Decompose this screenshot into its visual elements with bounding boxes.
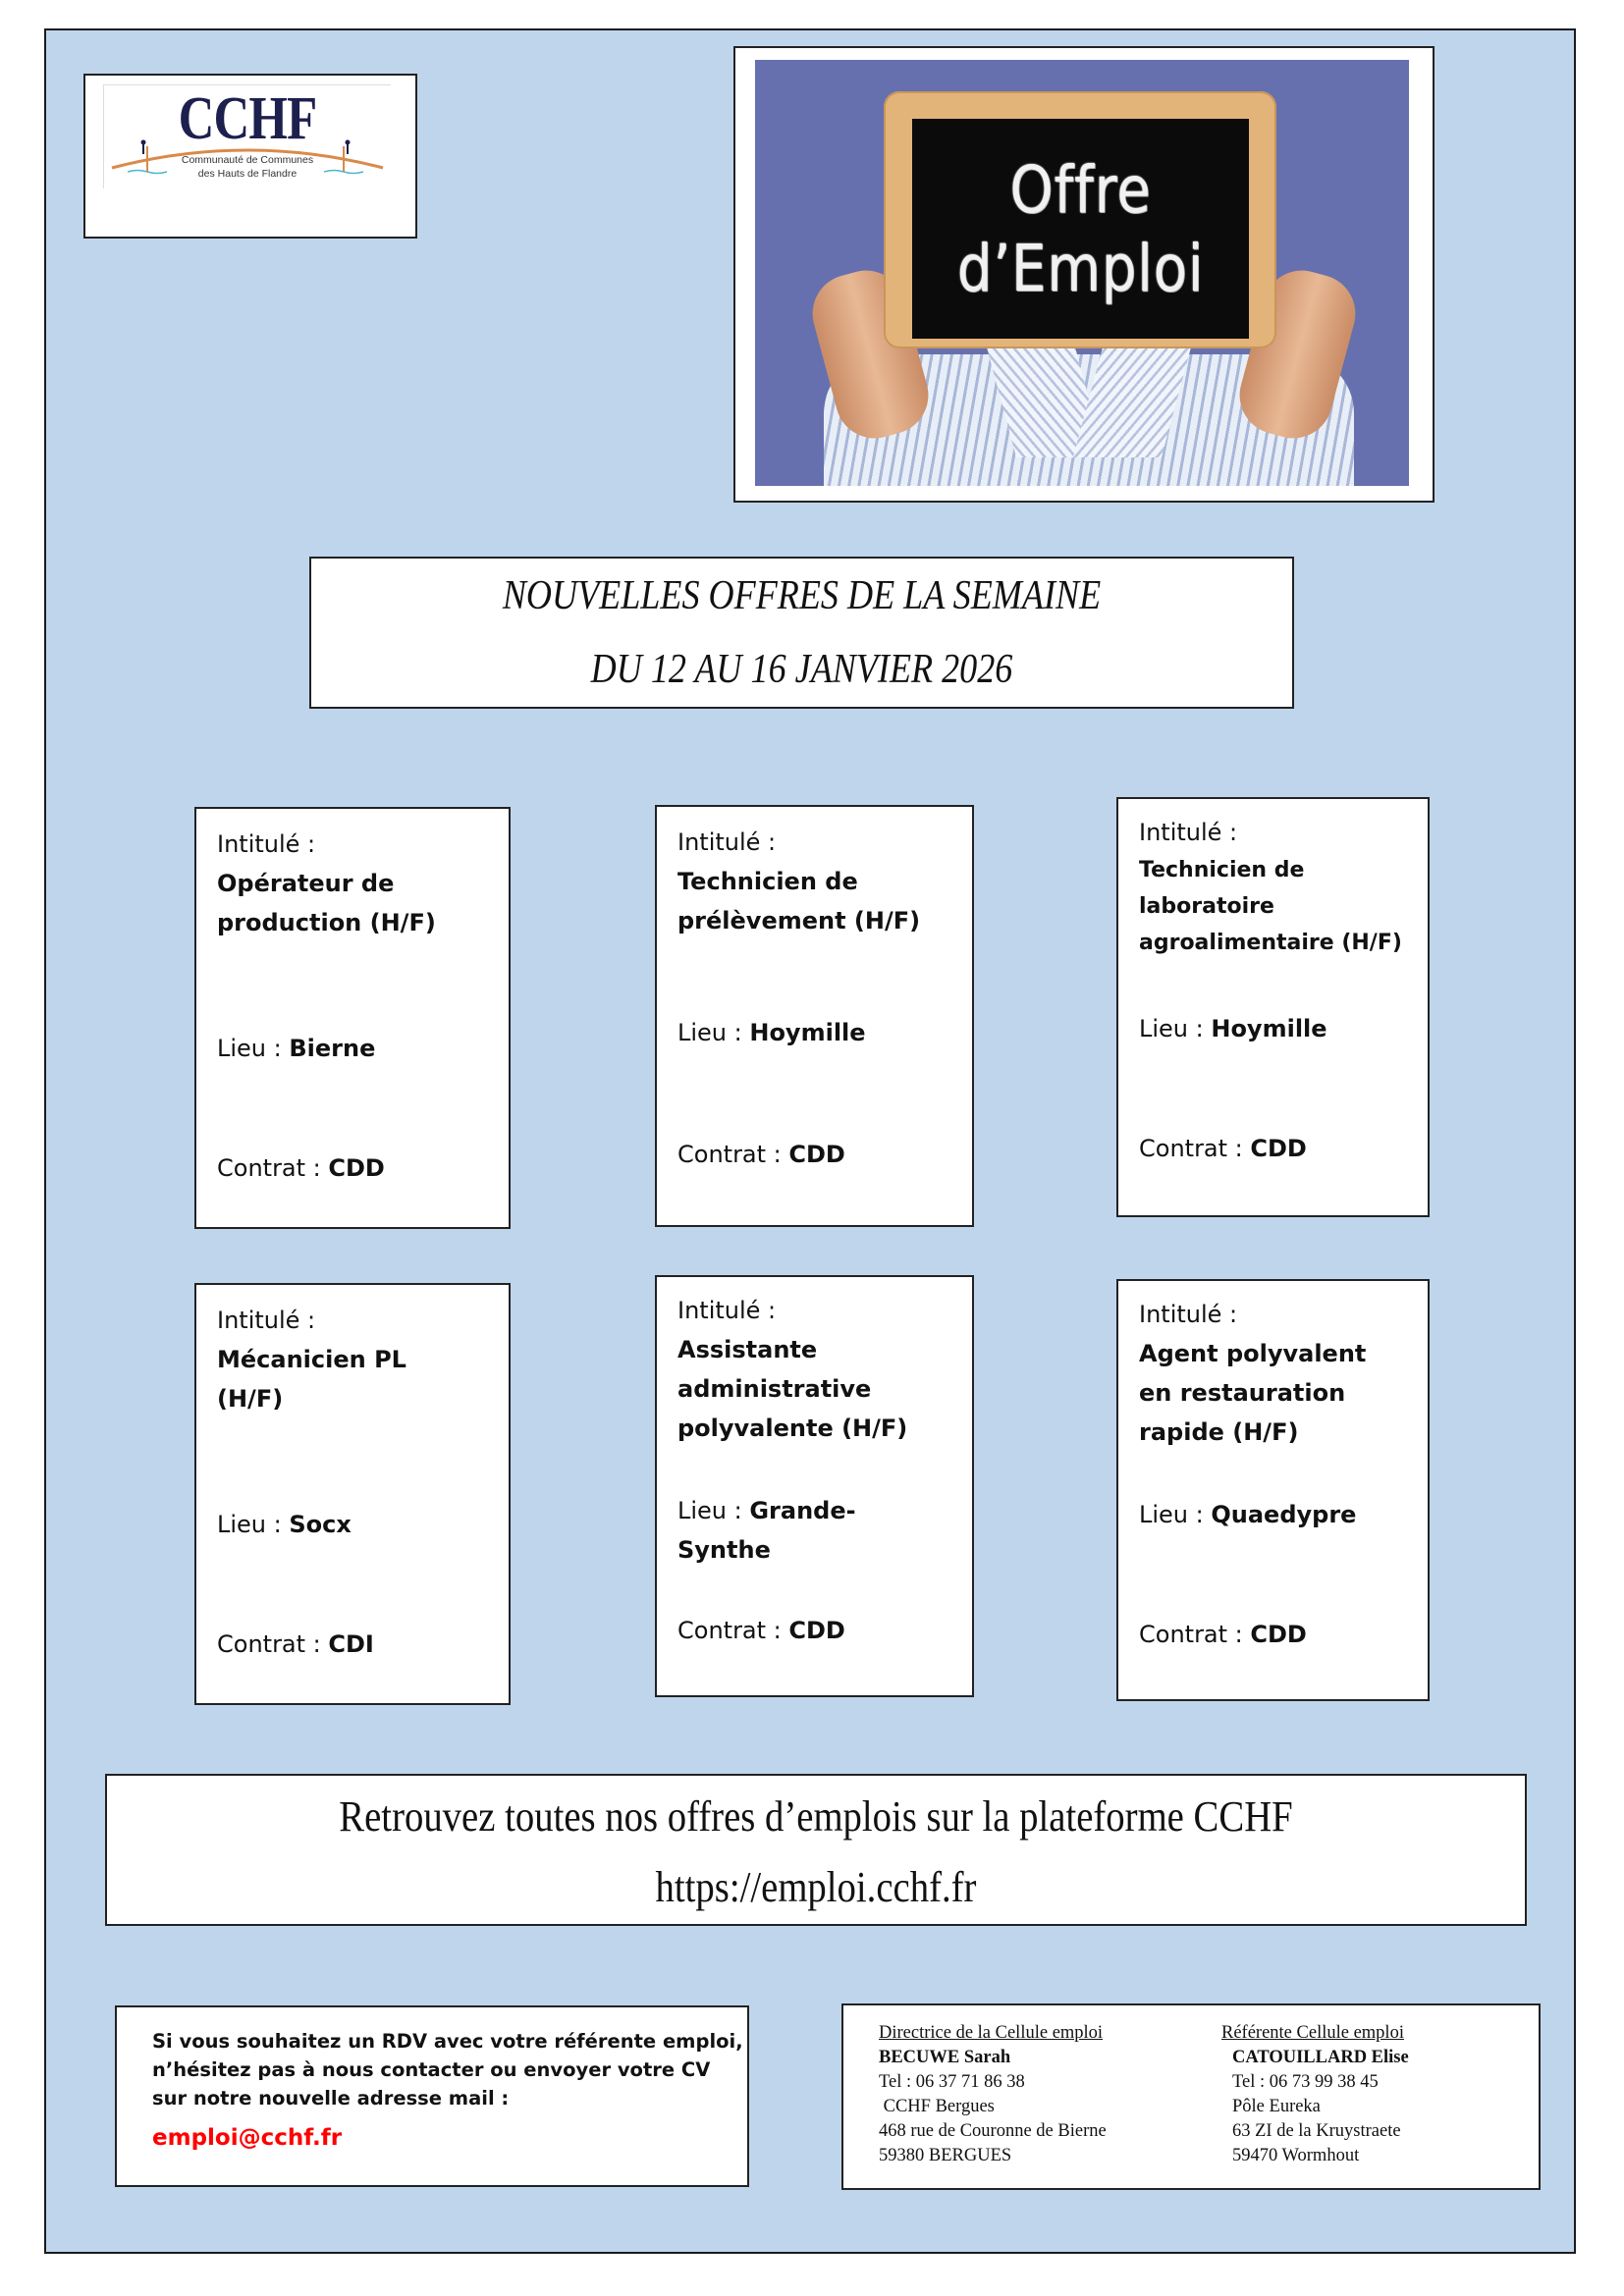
- contact-directrice: [879, 2021, 1107, 2168]
- location-value: Quaedypre: [1211, 1501, 1357, 1528]
- rdv-box: [115, 2005, 749, 2187]
- contract-value: CDD: [788, 1617, 845, 1644]
- job-contract: [217, 1625, 499, 1664]
- location-value: Bierne: [289, 1035, 376, 1062]
- job-title-line: Technicien de: [1139, 858, 1305, 882]
- week-title-box: [309, 557, 1294, 709]
- job-contract: [1139, 1615, 1418, 1654]
- title-label: Intitulé :: [1139, 819, 1238, 846]
- hero-photo-frame: [733, 46, 1435, 503]
- job-title-line: Agent polyvalent: [1139, 1340, 1367, 1367]
- job-card-6: [1116, 1279, 1430, 1701]
- title-label: Intitulé :: [1139, 1301, 1238, 1328]
- job-contract: [677, 1135, 962, 1174]
- job-title-line: Technicien de: [677, 868, 858, 895]
- rdv-line-2: n’hésitez pas à nous contacter ou envoyer votre CV: [152, 2058, 711, 2081]
- contact-address: 468 rue de Couronne de Bierne: [879, 2121, 1107, 2141]
- platform-url-link[interactable]: https://emploi.cchf.fr: [655, 1863, 977, 1911]
- title-label: Intitulé :: [677, 1297, 777, 1324]
- platform-text: Retrouvez toutes nos offres d’emplois sur la plateforme CCHF: [339, 1792, 1293, 1841]
- location-label: Lieu :: [217, 1035, 290, 1062]
- location-label: Lieu :: [677, 1497, 750, 1524]
- location-value: Grande-: [749, 1497, 856, 1524]
- job-title-line: production (H/F): [217, 909, 436, 936]
- job-title-line: rapide (H/F): [1139, 1418, 1299, 1446]
- job-title-line: administrative: [677, 1375, 872, 1403]
- location-label: Lieu :: [1139, 1501, 1212, 1528]
- contract-value: CDD: [1250, 1621, 1307, 1648]
- chalkboard-surface: [912, 119, 1249, 339]
- job-title-line: agroalimentaire (H/F): [1139, 931, 1402, 955]
- cchf-logo-box: [83, 74, 417, 239]
- job-contract: [677, 1611, 962, 1650]
- job-title-line: Mécanicien PL: [217, 1346, 406, 1373]
- job-title: [677, 862, 962, 940]
- contact-site: CCHF Bergues: [879, 2097, 995, 2116]
- job-location: [1139, 1009, 1418, 1048]
- location-label: Lieu :: [677, 1019, 750, 1046]
- location-label: Lieu :: [217, 1511, 290, 1538]
- job-title: [217, 864, 499, 942]
- contacts-box: [841, 2003, 1541, 2190]
- job-title: [677, 1330, 962, 1448]
- contact-role: Directrice de la Cellule emploi: [879, 2023, 1104, 2043]
- contact-name: BECUWE Sarah: [879, 2048, 1011, 2067]
- contact-city: 59470 Wormhout: [1232, 2146, 1360, 2165]
- job-contract: [1139, 1129, 1418, 1168]
- job-card-5: [655, 1275, 974, 1697]
- rdv-line-1: Si vous souhaitez un RDV avec votre référente emploi,: [152, 2030, 743, 2053]
- logo-subtitle-2: des Hauts de Flandre: [197, 168, 298, 180]
- location-label: Lieu :: [1139, 1015, 1212, 1042]
- job-title: [1139, 1334, 1418, 1452]
- job-location: [677, 1013, 962, 1052]
- job-title-line: prélèvement (H/F): [677, 907, 921, 934]
- email-link[interactable]: emploi@cchf.fr: [152, 2125, 343, 2151]
- job-title-line: Assistante: [677, 1336, 818, 1363]
- job-title: [217, 1340, 499, 1418]
- job-title: [1139, 852, 1418, 961]
- contract-label: Contrat :: [217, 1630, 329, 1658]
- contact-role: Référente Cellule emploi: [1221, 2023, 1404, 2043]
- job-location: [677, 1491, 962, 1570]
- platform-box: [105, 1774, 1527, 1926]
- contract-label: Contrat :: [1139, 1621, 1251, 1648]
- logo-acronym: CCHF: [178, 85, 317, 152]
- title-label: Intitulé :: [677, 828, 777, 856]
- job-title-line: (H/F): [217, 1385, 284, 1413]
- job-title-line: en restauration: [1139, 1379, 1346, 1407]
- contract-value: CDD: [1250, 1135, 1307, 1162]
- location-value: Hoymille: [749, 1019, 866, 1046]
- logo-subtitle-1: Communauté de Communes: [181, 154, 314, 166]
- location-value: Socx: [289, 1511, 352, 1538]
- contact-name: CATOUILLARD Elise: [1232, 2048, 1409, 2067]
- contract-label: Contrat :: [677, 1617, 789, 1644]
- chalkboard: [884, 91, 1276, 348]
- job-card-4: [194, 1283, 511, 1705]
- offre-emploi-photo: [755, 60, 1409, 486]
- job-card-2: [655, 805, 974, 1227]
- job-card-1: [194, 807, 511, 1229]
- contact-city: 59380 BERGUES: [879, 2146, 1012, 2165]
- contract-value: CDD: [788, 1141, 845, 1168]
- job-location: [217, 1505, 499, 1544]
- contract-label: Contrat :: [677, 1141, 789, 1168]
- job-title-line: Opérateur de: [217, 870, 395, 897]
- job-card-3: [1116, 797, 1430, 1217]
- location-value-cont: Synthe: [677, 1536, 771, 1564]
- contract-value: CDD: [328, 1154, 385, 1182]
- rdv-line-3: sur notre nouvelle adresse mail :: [152, 2087, 510, 2109]
- contract-value: CDI: [328, 1630, 374, 1658]
- contact-phone: Tel : 06 37 71 86 38: [879, 2072, 1025, 2092]
- location-value: Hoymille: [1211, 1015, 1327, 1042]
- job-location: [217, 1029, 499, 1068]
- contract-label: Contrat :: [1139, 1135, 1251, 1162]
- job-title-line: laboratoire: [1139, 894, 1274, 919]
- title-date-range: DU 12 AU 16 JANVIER 2026: [590, 647, 1013, 692]
- job-title-line: polyvalente (H/F): [677, 1415, 908, 1442]
- contract-label: Contrat :: [217, 1154, 329, 1182]
- title-label: Intitulé :: [217, 1307, 316, 1334]
- cchf-logo: [103, 84, 391, 188]
- contact-site: Pôle Eureka: [1232, 2097, 1321, 2116]
- contact-address: 63 ZI de la Kruystraete: [1232, 2121, 1401, 2141]
- title-line-1: NOUVELLES OFFRES DE LA SEMAINE: [502, 573, 1102, 618]
- contact-referente: [1221, 2021, 1409, 2168]
- contact-phone: Tel : 06 73 99 38 45: [1232, 2072, 1379, 2092]
- chalk-line-2: d’Emploi: [956, 231, 1205, 306]
- title-label: Intitulé :: [217, 830, 316, 858]
- job-contract: [217, 1148, 499, 1188]
- job-location: [1139, 1495, 1418, 1534]
- chalk-line-1: Offre: [1009, 152, 1152, 228]
